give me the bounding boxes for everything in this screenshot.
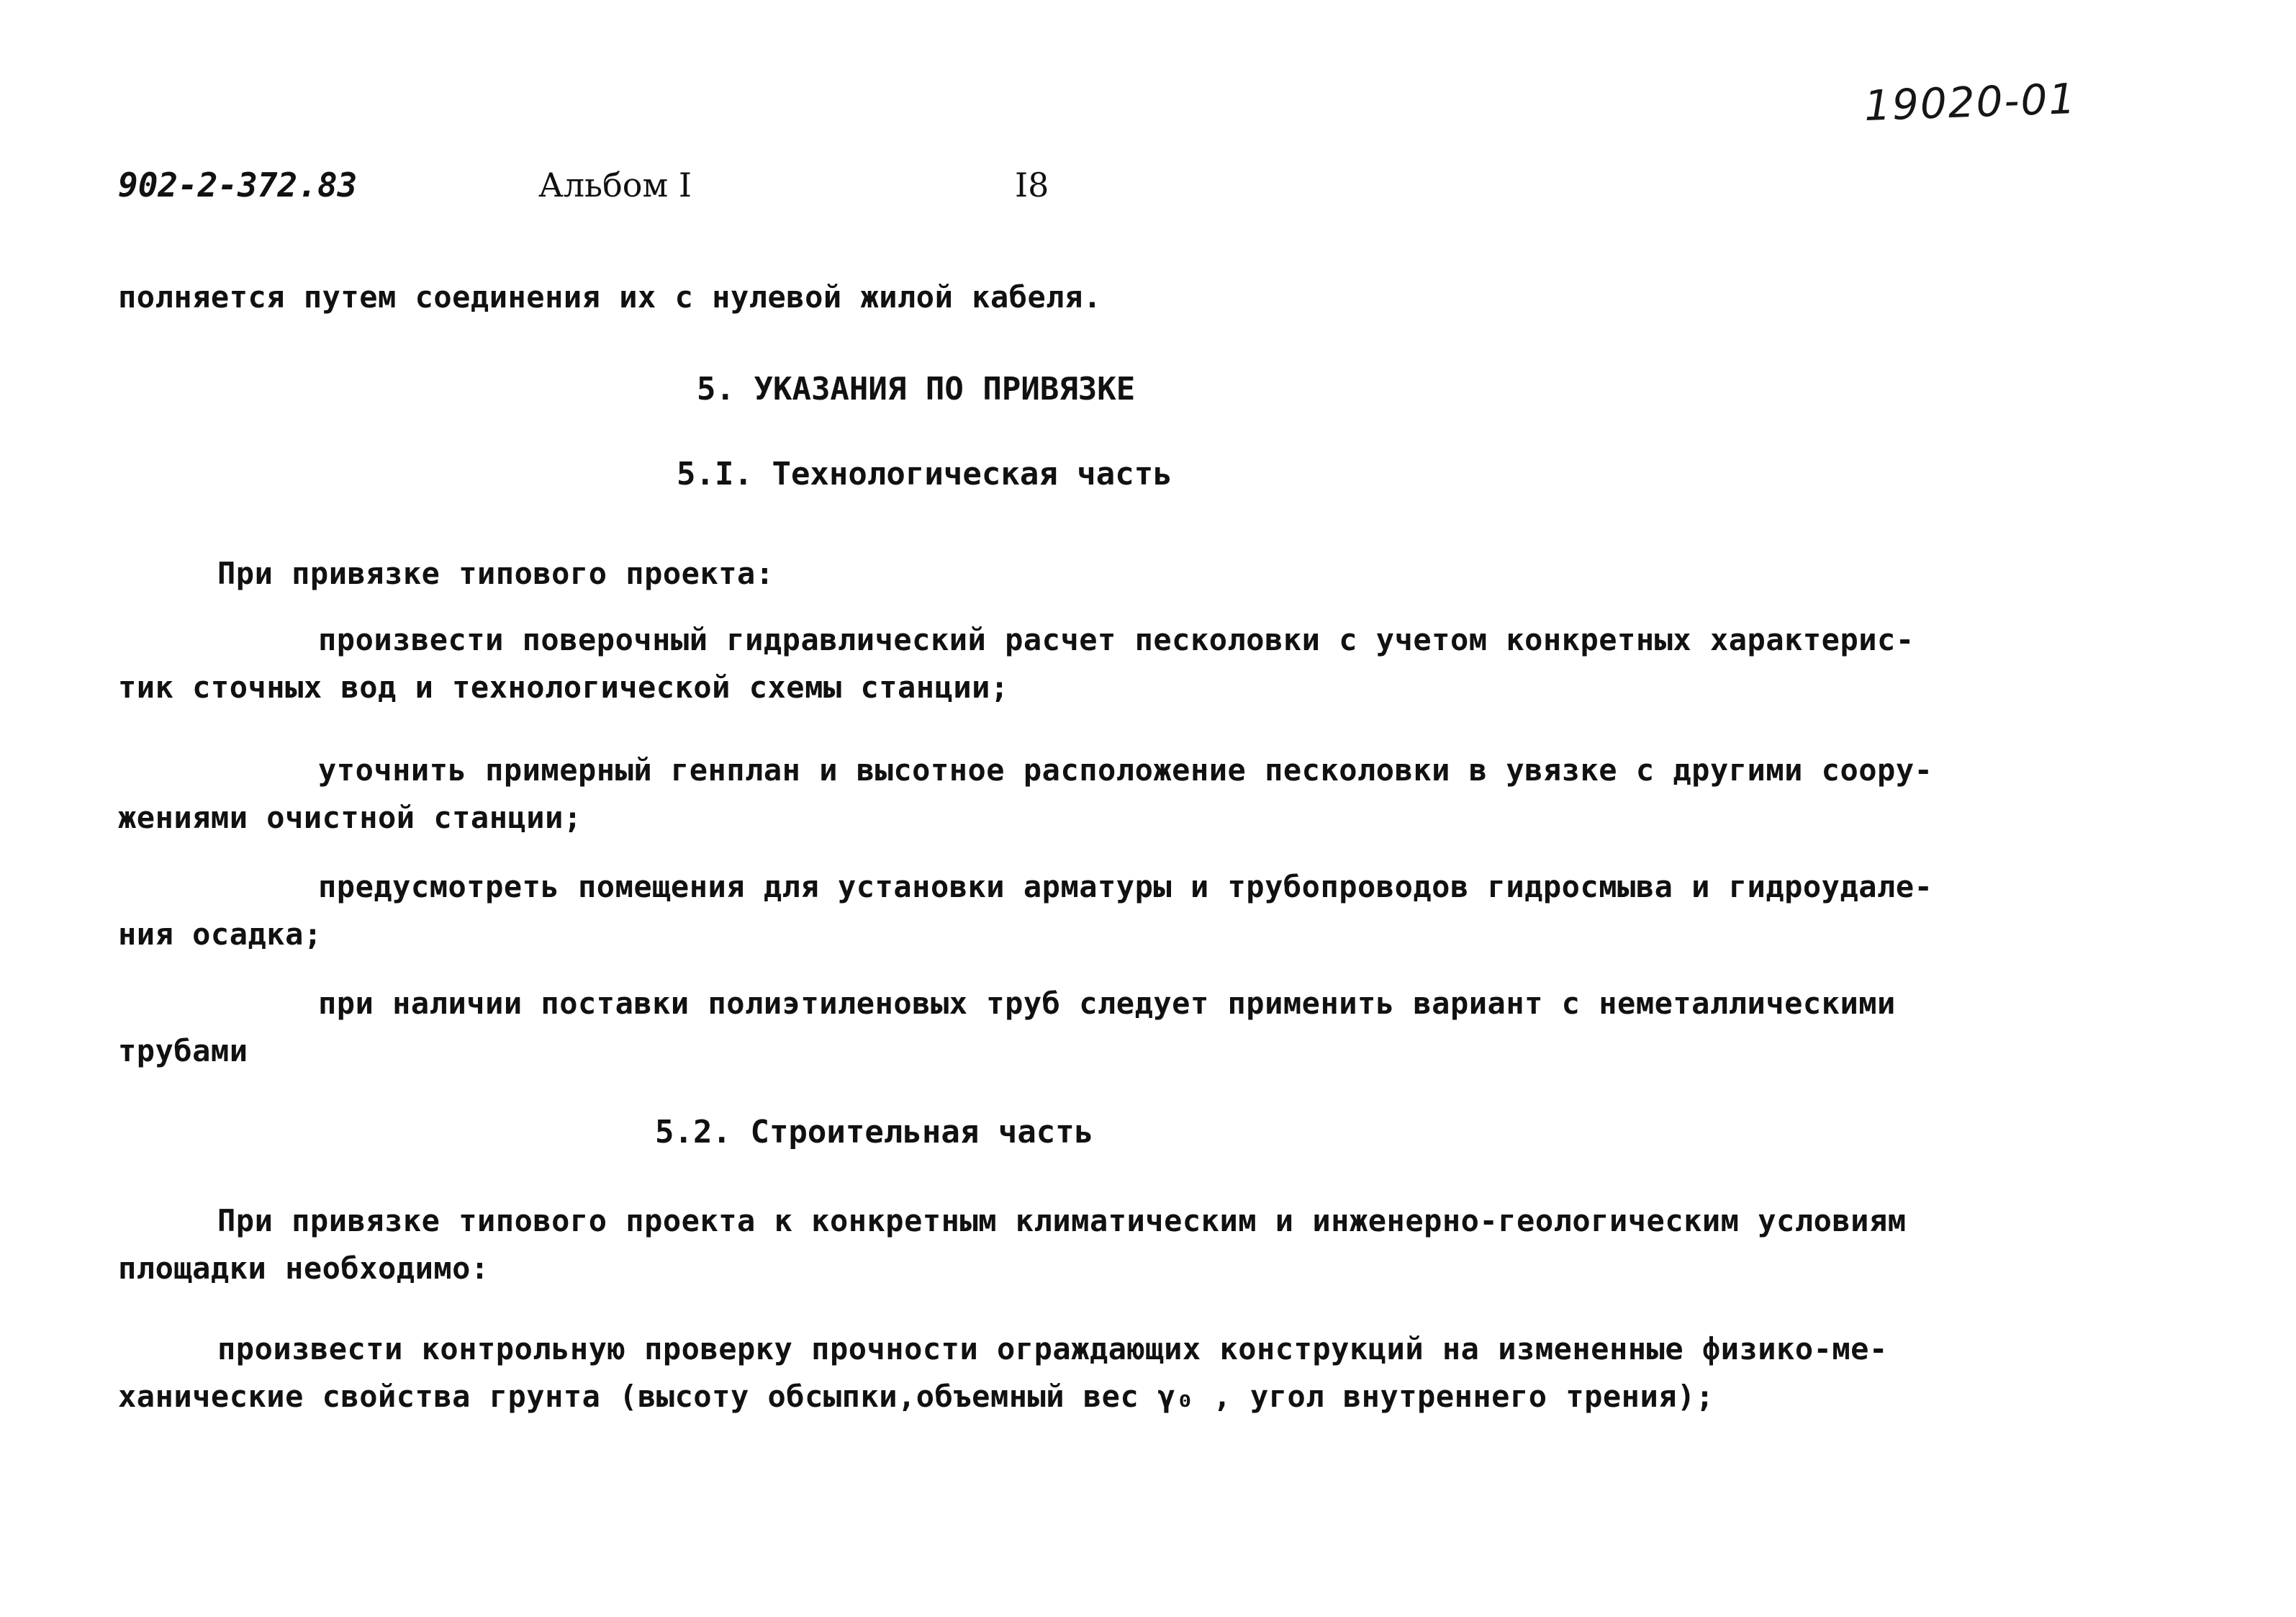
paragraph-line: жениями очистной станции;	[118, 800, 582, 835]
paragraph-line: уточнить примерный генплан и высотное расположение песколовки в увязке с другими соору-	[318, 752, 1933, 788]
paragraph-line: предусмотреть помещения для установки арматуры и трубопроводов гидросмыва и гидроудале-	[318, 869, 1933, 904]
subsection-heading-5-2: 5.2. Строительная часть	[655, 1114, 1094, 1150]
paragraph-line: ханические свойства грунта (высоту обсыпки,объемный вес γ₀ , угол внутреннего трения);	[118, 1379, 1714, 1414]
paragraph-line: трубами	[118, 1033, 248, 1068]
paragraph-line: произвести контрольную проверку прочности ограждающих конструкций на измененные физико-ме-	[217, 1331, 1888, 1366]
paragraph-line: При привязке типового проекта:	[217, 556, 774, 591]
handwritten-document-id: 19020-01	[1863, 73, 2078, 131]
paragraph-line: ния осадка;	[118, 916, 322, 952]
section-heading-5: 5. УКАЗАНИЯ ПО ПРИВЯЗКЕ	[697, 371, 1136, 407]
paragraph-line: площадки необходимо:	[118, 1251, 489, 1286]
document-code: 902-2-372.83	[118, 166, 358, 204]
paragraph-line: полняется путем соединения их с нулевой жилой кабеля.	[118, 279, 1102, 315]
paragraph-line: при наличии поставки полиэтиленовых труб следует применить вариант с неметаллическими	[318, 986, 1896, 1021]
paragraph-line: тик сточных вод и технологической схемы станции;	[118, 670, 1009, 705]
subsection-heading-5-1: 5.I. Технологическая часть	[677, 456, 1172, 492]
paragraph-line: произвести поверочный гидравлический расчет песколовки с учетом конкретных характерис-	[318, 622, 1915, 657]
page-number: I8	[1015, 166, 1049, 204]
album-label: Альбом I	[538, 166, 692, 204]
paragraph-line: При привязке типового проекта к конкретным климатическим и инженерно-геологическим условиям	[217, 1203, 1907, 1238]
